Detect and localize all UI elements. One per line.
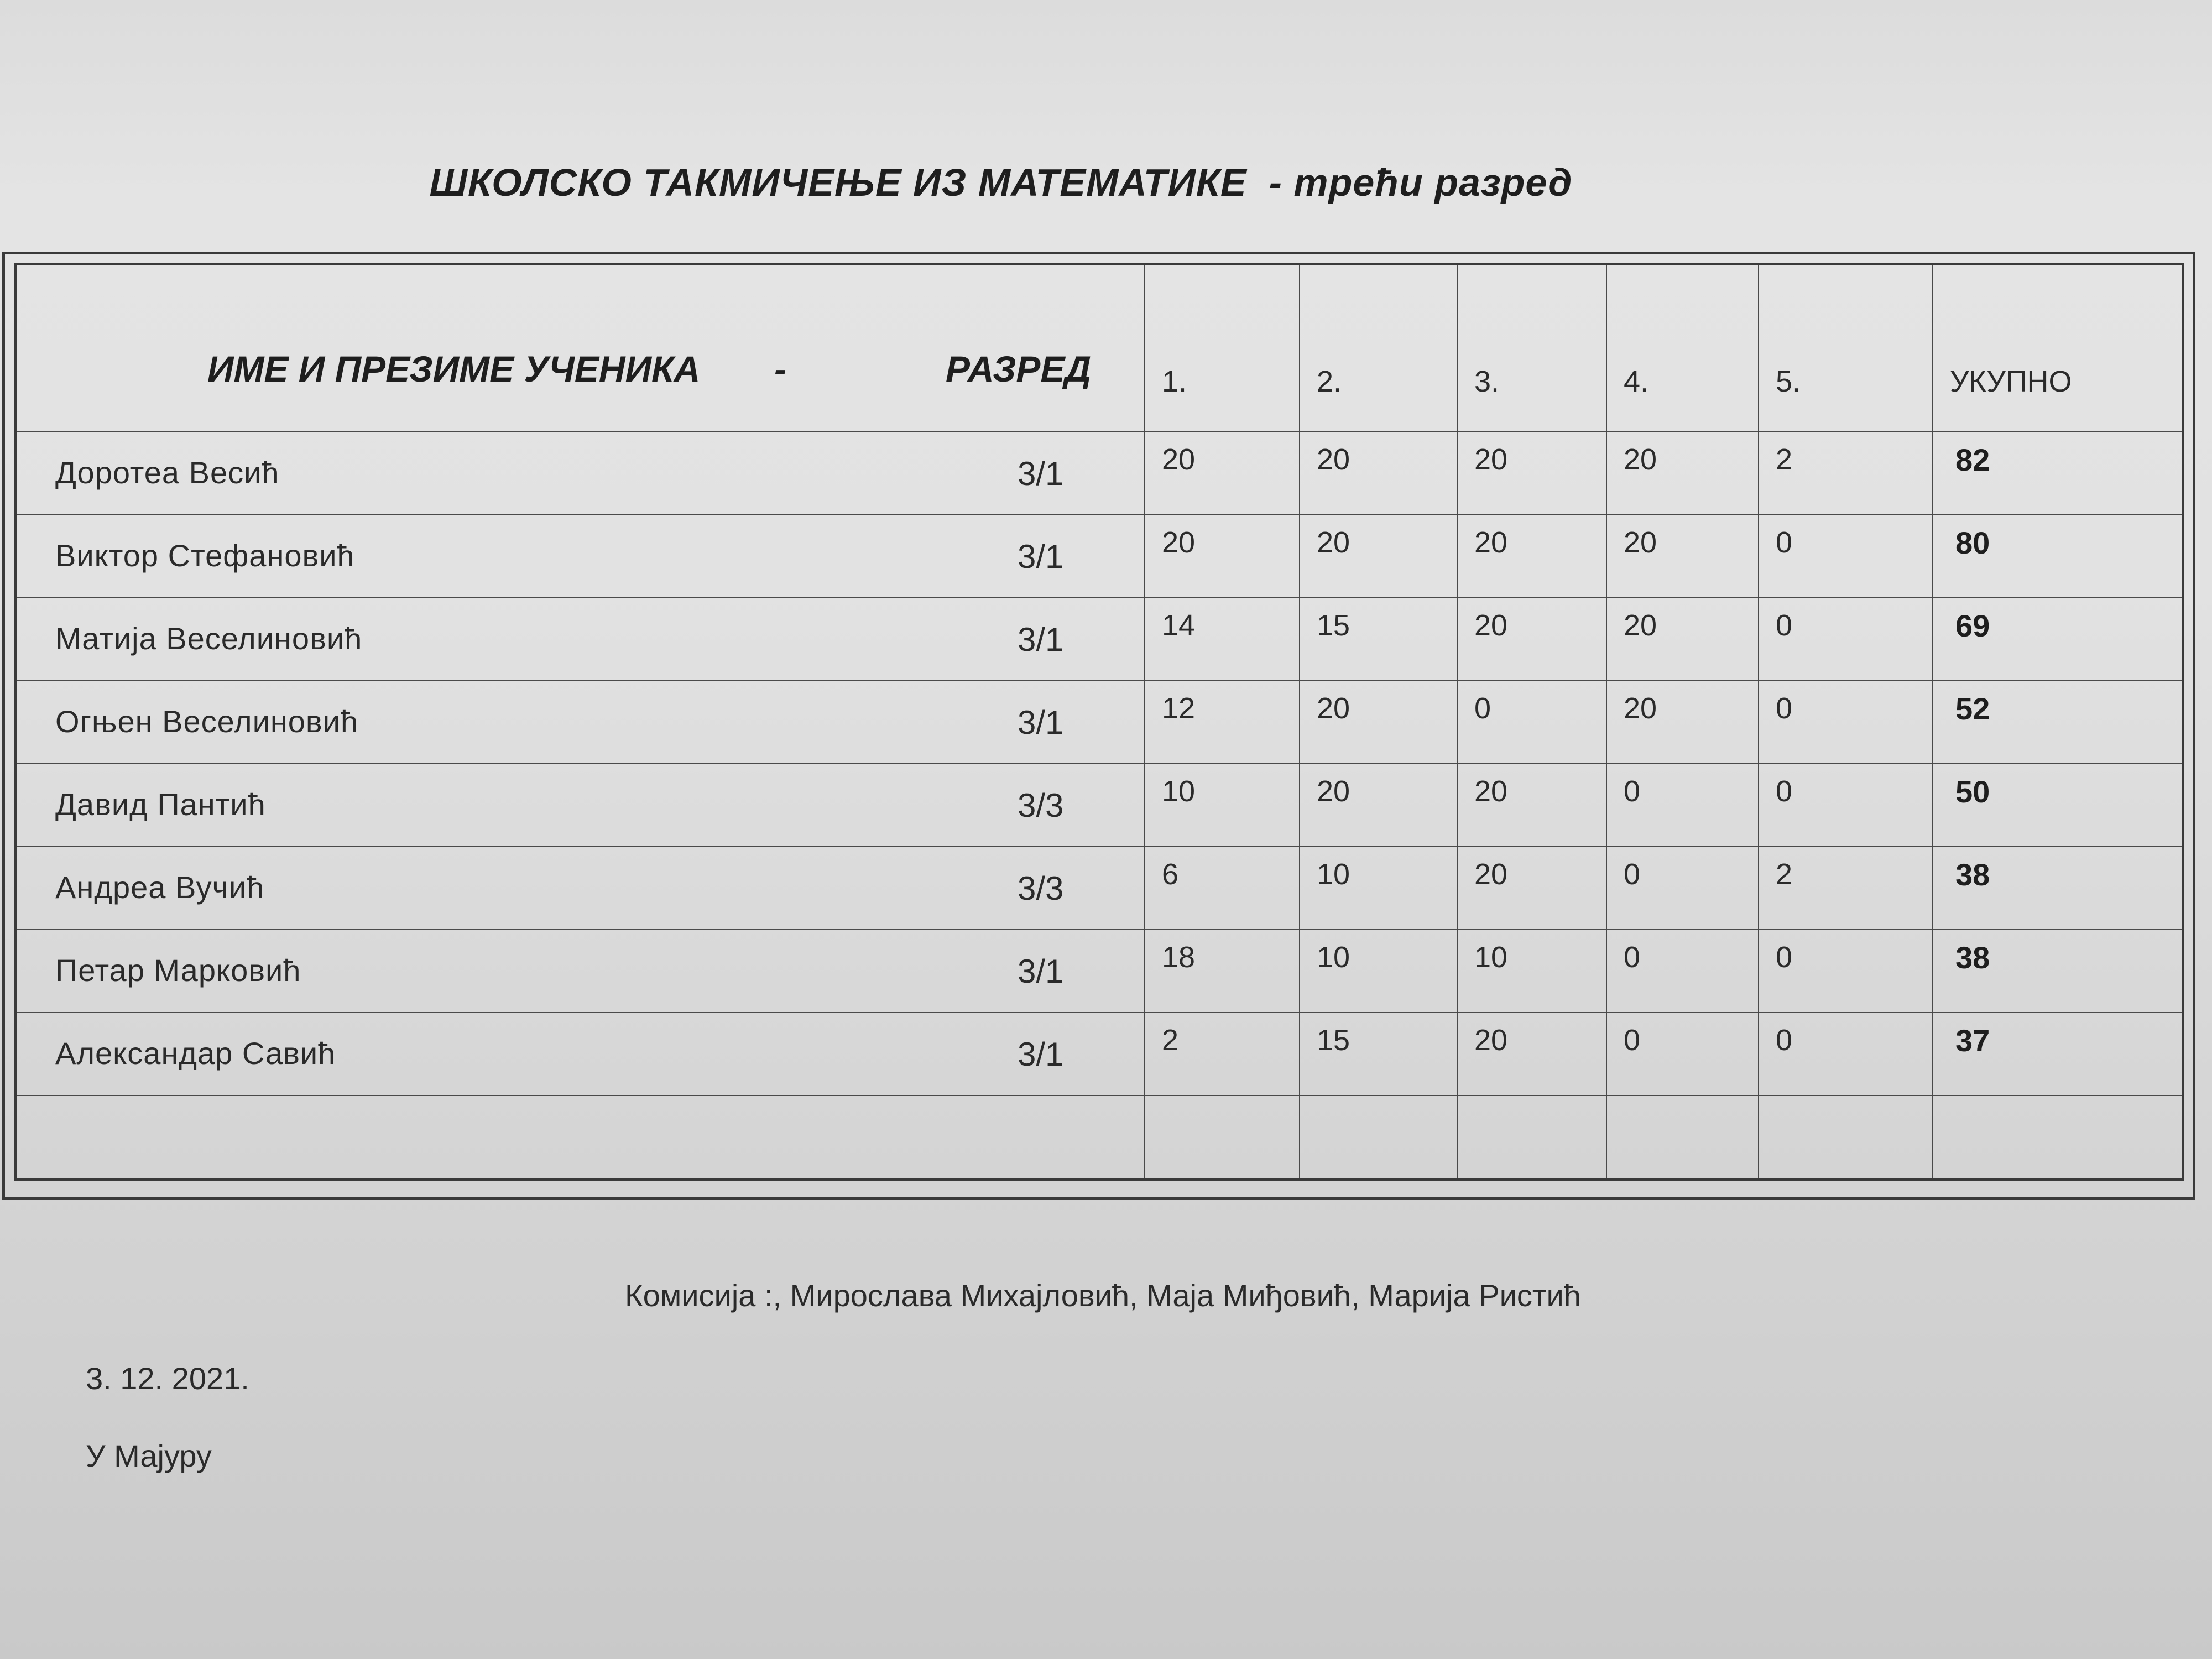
header-q2: 2.: [1300, 265, 1457, 432]
score-q3: 20: [1457, 1013, 1606, 1095]
student-cell: [17, 432, 1145, 515]
header-q1: 1.: [1145, 265, 1300, 432]
score-q1: 20: [1145, 432, 1300, 515]
student-grade: 3/1: [1018, 538, 1064, 575]
score-q3: 20: [1457, 847, 1606, 930]
score-q2: 15: [1300, 1013, 1457, 1095]
score-q1: 18: [1145, 930, 1300, 1013]
score-q2: 20: [1300, 681, 1457, 764]
score-q5: 0: [1759, 764, 1933, 847]
score-q4: 0: [1606, 1013, 1759, 1095]
score-q5: 0: [1759, 930, 1933, 1013]
student-cell: [17, 598, 1145, 681]
score-q4: 0: [1606, 930, 1759, 1013]
score-q4: 20: [1606, 681, 1759, 764]
title-subtitle: - трећи разред: [1269, 161, 1573, 204]
score-q3: 20: [1457, 515, 1606, 598]
score-q5: 0: [1759, 681, 1933, 764]
score-q3: 10: [1457, 930, 1606, 1013]
score-q3: 0: [1457, 681, 1606, 764]
table-row: [17, 1013, 2182, 1095]
table-row: [17, 681, 2182, 764]
score-q1: 20: [1145, 515, 1300, 598]
header-q3: 3.: [1457, 265, 1606, 432]
score-q2: 20: [1300, 764, 1457, 847]
table-row: [17, 764, 2182, 847]
score-q2: 10: [1300, 847, 1457, 930]
student-name: Виктор Стефановић: [55, 538, 355, 573]
header-total: УКУПНО: [1933, 265, 2182, 432]
student-grade: 3/1: [1018, 704, 1064, 741]
commission-line: Комисија :, Мирослава Михајловић, Маја Миђовић, Марија Ристић: [625, 1278, 1581, 1313]
empty-cell: [1933, 1095, 2182, 1178]
document-title: [0, 160, 2002, 205]
score-q4: 0: [1606, 847, 1759, 930]
student-grade: 3/1: [1018, 621, 1064, 658]
student-cell: [17, 681, 1145, 764]
header-dash: -: [774, 348, 786, 389]
table-header-row: [17, 265, 2182, 432]
score-q1: 2: [1145, 1013, 1300, 1095]
empty-cell: [1759, 1095, 1933, 1178]
title-main: ШКОЛСКО ТАКМИЧЕЊЕ ИЗ МАТЕМАТИКЕ: [429, 161, 1247, 204]
score-total: 82: [1933, 432, 2182, 515]
student-cell: [17, 515, 1145, 598]
student-grade: 3/3: [1018, 787, 1064, 824]
score-q4: 20: [1606, 515, 1759, 598]
student-grade: 3/3: [1018, 870, 1064, 907]
student-grade: 3/1: [1018, 1036, 1064, 1073]
score-q2: 20: [1300, 432, 1457, 515]
student-name: Андреа Вучић: [55, 870, 265, 905]
header-name-grade-cell: [17, 265, 1145, 432]
score-total: 50: [1933, 764, 2182, 847]
student-grade: 3/1: [1018, 455, 1064, 492]
table-row: [17, 515, 2182, 598]
empty-cell: [1300, 1095, 1457, 1178]
score-q2: 10: [1300, 930, 1457, 1013]
student-name: Петар Марковић: [55, 953, 301, 988]
student-cell: [17, 930, 1145, 1013]
table-row: [17, 432, 2182, 515]
empty-row: [17, 1095, 2182, 1178]
score-q4: 0: [1606, 764, 1759, 847]
score-total: 52: [1933, 681, 2182, 764]
student-name: Доротеа Весић: [55, 455, 280, 490]
score-q5: 2: [1759, 847, 1933, 930]
score-total: 37: [1933, 1013, 2182, 1095]
student-cell: [17, 1013, 1145, 1095]
score-q5: 0: [1759, 1013, 1933, 1095]
header-name-label: ИМЕ И ПРЕЗИМЕ УЧЕНИКА: [207, 348, 701, 389]
student-name: Огњен Веселиновић: [55, 704, 359, 739]
student-cell: [17, 764, 1145, 847]
table-row: [17, 930, 2182, 1013]
empty-cell: [1606, 1095, 1759, 1178]
score-q2: 15: [1300, 598, 1457, 681]
score-total: 69: [1933, 598, 2182, 681]
score-q1: 14: [1145, 598, 1300, 681]
empty-cell: [1145, 1095, 1300, 1178]
score-q4: 20: [1606, 432, 1759, 515]
score-q2: 20: [1300, 515, 1457, 598]
header-q5: 5.: [1759, 265, 1933, 432]
score-q4: 20: [1606, 598, 1759, 681]
score-q1: 10: [1145, 764, 1300, 847]
student-name: Давид Пантић: [55, 787, 266, 822]
score-q5: 0: [1759, 598, 1933, 681]
score-q1: 6: [1145, 847, 1300, 930]
student-name: Александар Савић: [55, 1036, 336, 1071]
score-total: 80: [1933, 515, 2182, 598]
header-q4: 4.: [1606, 265, 1759, 432]
score-q5: 2: [1759, 432, 1933, 515]
results-table: [17, 265, 2182, 1178]
empty-cell: [1457, 1095, 1606, 1178]
document-place: У Мајуру: [86, 1438, 212, 1473]
table-row: [17, 598, 2182, 681]
score-q3: 20: [1457, 432, 1606, 515]
table-row: [17, 847, 2182, 930]
score-q3: 20: [1457, 598, 1606, 681]
header-grade-label: РАЗРЕД: [946, 348, 1092, 389]
score-total: 38: [1933, 847, 2182, 930]
score-q5: 0: [1759, 515, 1933, 598]
empty-cell: [17, 1095, 1145, 1178]
score-q3: 20: [1457, 764, 1606, 847]
student-name: Матија Веселиновић: [55, 621, 363, 656]
score-total: 38: [1933, 930, 2182, 1013]
score-q1: 12: [1145, 681, 1300, 764]
document-date: 3. 12. 2021.: [86, 1361, 249, 1396]
student-cell: [17, 847, 1145, 930]
student-grade: 3/1: [1018, 953, 1064, 990]
